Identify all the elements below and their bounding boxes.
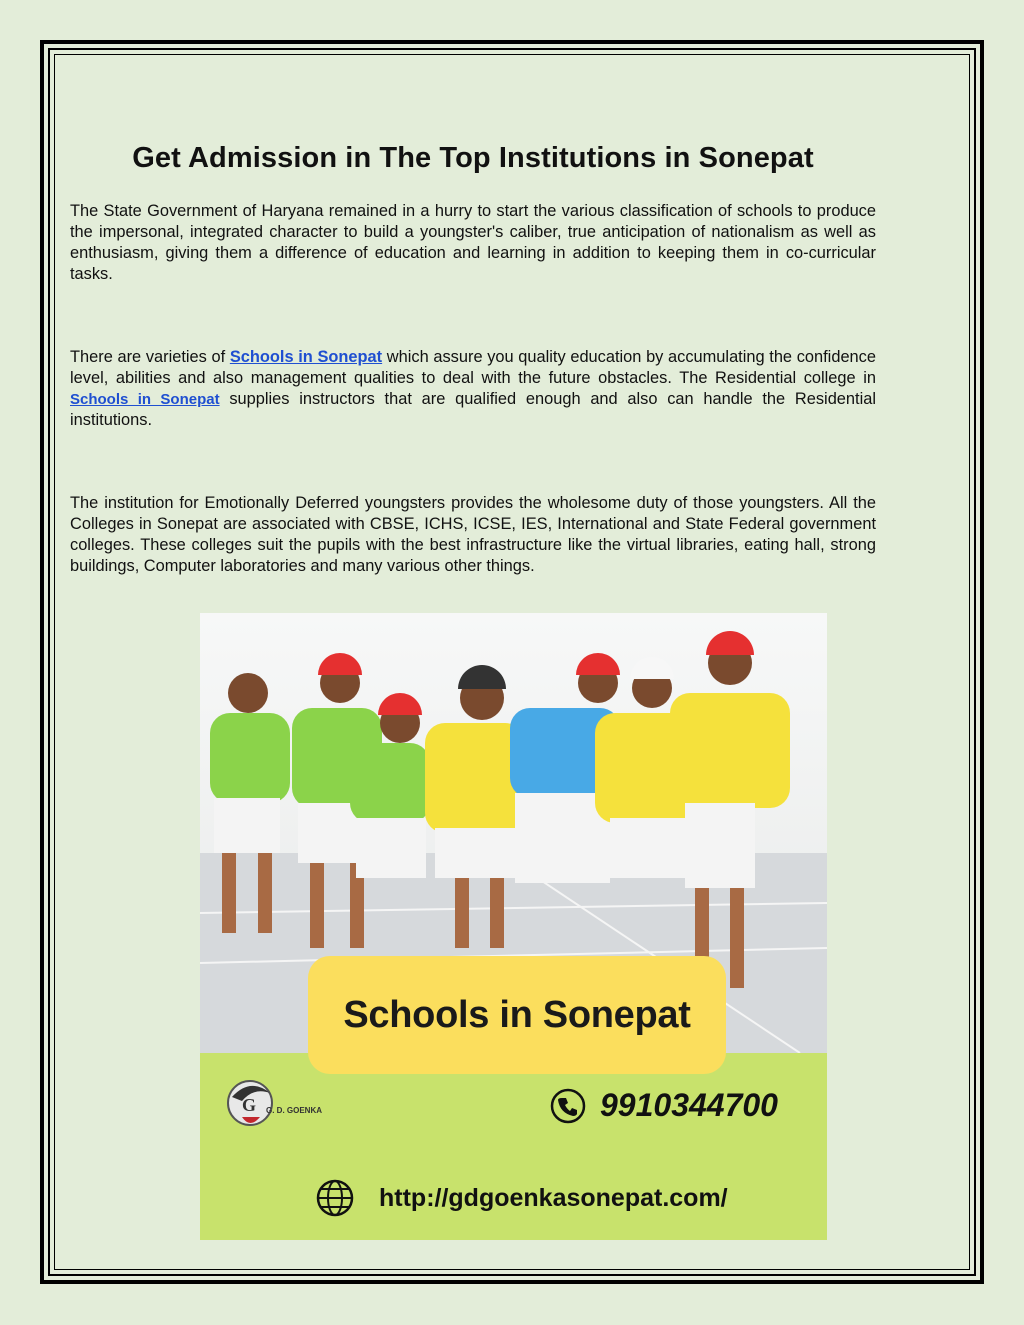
- gd-goenka-logo-icon: [220, 1073, 340, 1133]
- logo-text: G. D. GOENKA: [266, 1106, 323, 1115]
- paragraph-2-text-c: supplies instructors that are qualified enough and also can handle the Residential institutions.: [70, 390, 876, 429]
- paragraph-2-text-a: There are varieties of: [70, 348, 230, 366]
- document-body: [70, 142, 876, 577]
- phone-number: 9910344700: [600, 1087, 778, 1123]
- schools-in-sonepat-link-1[interactable]: Schools in Sonepat: [229, 348, 383, 366]
- paragraph-2-text-b: which assure you quality education by accumulating the confidence level, abilities and also management qualities to deal with the future obstacles. The Residential college in: [70, 348, 876, 387]
- phone-icon: [550, 1088, 586, 1124]
- paragraph-3: The institution for Emotionally Deferred youngsters provides the wholesome duty of those youngsters. All the Colleges in Sonepat are associated with CBSE, ICHS, ICSE, IES, International and State Federal government colleges. These colleges suit the pupils with the best infrastructure like the virtual libraries, eating hall, strong buildings, Computer laboratories and many various other things.: [70, 494, 876, 575]
- globe-icon: [315, 1178, 355, 1218]
- promo-banner-image: [200, 613, 827, 1240]
- schools-in-sonepat-link-2[interactable]: Schools in Sonepat: [70, 391, 220, 408]
- promo-headline: Schools in Sonepat: [343, 993, 691, 1036]
- promo-phone: [550, 1087, 778, 1124]
- website-url: http://gdgoenkasonepat.com/: [379, 1183, 728, 1212]
- promo-headline-box: [308, 956, 726, 1074]
- page-title: Get Admission in The Top Institutions in Sonepat: [132, 142, 814, 174]
- promo-url: [315, 1178, 728, 1218]
- paragraph-2: [70, 347, 876, 431]
- svg-text:G: G: [242, 1095, 257, 1115]
- paragraph-1: The State Government of Haryana remained in a hurry to start the various classification of schools to produce the impersonal, integrated character to build a youngster's caliber, true anticipation of nationalism as well as enthusiasm, giving them a difference of education and learning in addition to keeping them in co-curricular tasks.: [70, 202, 876, 283]
